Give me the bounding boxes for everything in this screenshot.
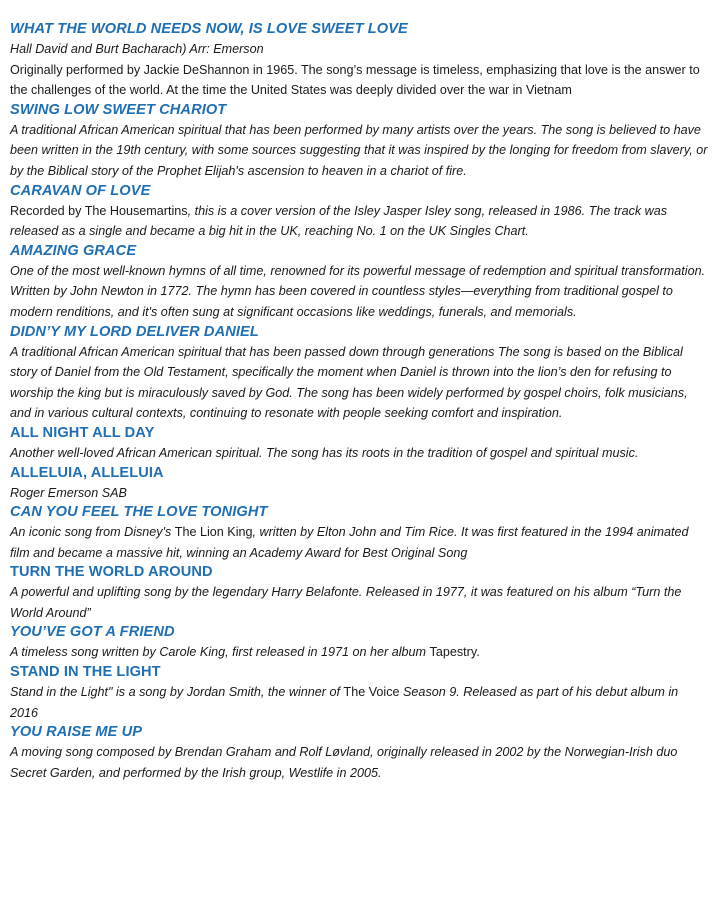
description-segment: A timeless song written by Carole King, first released in 1971 on her album	[10, 645, 430, 660]
description-segment: A powerful and uplifting song by the legendary Harry Belafonte. Released in 1977, it was featured on his album	[10, 585, 632, 600]
description-segment: .	[476, 645, 480, 660]
song-description	[10, 483, 708, 504]
song-title: YOU’VE GOT A FRIEND	[10, 624, 175, 641]
song-title: STAND IN THE LIGHT	[10, 664, 161, 681]
song-entry	[10, 182, 708, 242]
song-description	[10, 201, 708, 242]
song-description	[10, 443, 708, 464]
song-title: TURN THE WORLD AROUND	[10, 564, 213, 581]
song-title: SWING LOW SWEET CHARIOT	[10, 101, 227, 118]
description-segment: A traditional African American spiritual that has been passed down through generations The song is based on the Biblical story of Daniel from the Old Testament, specifically the moment when Daniel is thrown into the lion’s den for refusing to worship the king but is miraculously saved by God. The song has been widely performed by gospel choirs, folk musicians, and in various cultural contexts, continuing to resonate with people seeking comfort and inspiration.	[10, 344, 688, 421]
description-segment: Originally performed by Jackie DeShannon in 1965. The song’s message is timeless, emphasizing that love is the answer to the challenges of the world. At the time the United States was deeply divided over the war in Vietnam	[10, 62, 700, 98]
song-description	[10, 682, 708, 723]
song-title: AMAZING GRACE	[10, 242, 137, 259]
description-segment: Stand in the Light" is a song by Jordan Smith, the winner of	[10, 685, 344, 700]
description-segment: Roger Emerson SAB	[10, 485, 127, 500]
description-segment: , written by Elton John and Tim Rice. It was first featured in the 1994 animated film and became a massive hit, winning an Academy Award for Best Original Song	[10, 525, 689, 560]
song-description	[10, 642, 708, 663]
song-title: ALLELUIA, ALLELUIA	[10, 464, 164, 481]
song-entry	[10, 424, 708, 464]
description-segment: , this is a cover version of the Isley Jasper Isley song, released in 1986. The track was released as a single and became a big hit in the UK, reaching No. 1 on the UK Singles Chart.	[10, 203, 668, 239]
description-segment: An iconic song from Disney's	[10, 525, 175, 540]
song-entry	[10, 663, 708, 723]
description-segment: One of the most well-known hymns of all time, renowned for its powerful message of redemption and spiritual transformation. Written by John Newton in 1772. The hymn has been covered in countless styles—everything from traditional gospel to modern renditions, and it's often sung at significant occasions like weddings, funerals, and memorials.	[10, 263, 706, 319]
description-segment: Hall David and Burt Bacharach) Arr: Emerson	[10, 42, 264, 56]
description-segment: The Lion King	[174, 525, 253, 540]
song-description	[10, 39, 708, 101]
song-entry	[10, 723, 708, 783]
song-entry	[10, 563, 708, 623]
song-entry	[10, 20, 708, 101]
description-segment: Season 9. Released as part of his debut album in 2016	[10, 685, 679, 720]
song-entry	[10, 101, 708, 182]
description-segment: The Voice	[343, 685, 400, 700]
song-description	[10, 522, 708, 563]
description-segment: Another well-loved African American spiritual. The song has its roots in the tradition of gospel and spiritual music.	[10, 445, 639, 460]
song-title: WHAT THE WORLD NEEDS NOW, IS LOVE SWEET LOVE	[10, 21, 408, 37]
song-title: ALL NIGHT ALL DAY	[10, 424, 155, 441]
song-entry	[10, 623, 708, 663]
song-description	[10, 742, 708, 783]
song-description	[10, 120, 708, 182]
description-segment: A moving song composed by Brendan Graham and Rolf Løvland, originally released in 2002 by the Norwegian-Irish duo Secret Garden, and performed by the Irish group, Westlife in 2005.	[10, 745, 678, 780]
song-title: DIDN’Y MY LORD DELIVER DANIEL	[10, 323, 259, 340]
song-description	[10, 582, 708, 623]
description-segment: A traditional African American spiritual that has been performed by many artists over the years. The song is believed to have been written in the 19th century, with some sources suggesting that it was inspired by the longing for freedom from slavery, or by the Biblical story of the Prophet Elijah's ascension to heaven in a chariot of fire.	[10, 122, 708, 178]
song-entry	[10, 503, 708, 563]
description-segment: “Turn the World Around”	[10, 585, 682, 620]
song-title: YOU RAISE ME UP	[10, 724, 143, 741]
song-entry	[10, 242, 708, 323]
song-description	[10, 342, 708, 424]
song-entry	[10, 323, 708, 424]
song-title: CARAVAN OF LOVE	[10, 182, 151, 199]
song-title: CAN YOU FEEL THE LOVE TONIGHT	[10, 504, 268, 521]
song-entry	[10, 464, 708, 504]
song-description	[10, 261, 708, 323]
description-segment: The Housemartins	[84, 203, 188, 218]
description-segment: Recorded by	[10, 203, 85, 218]
description-segment: Tapestry	[429, 645, 477, 660]
